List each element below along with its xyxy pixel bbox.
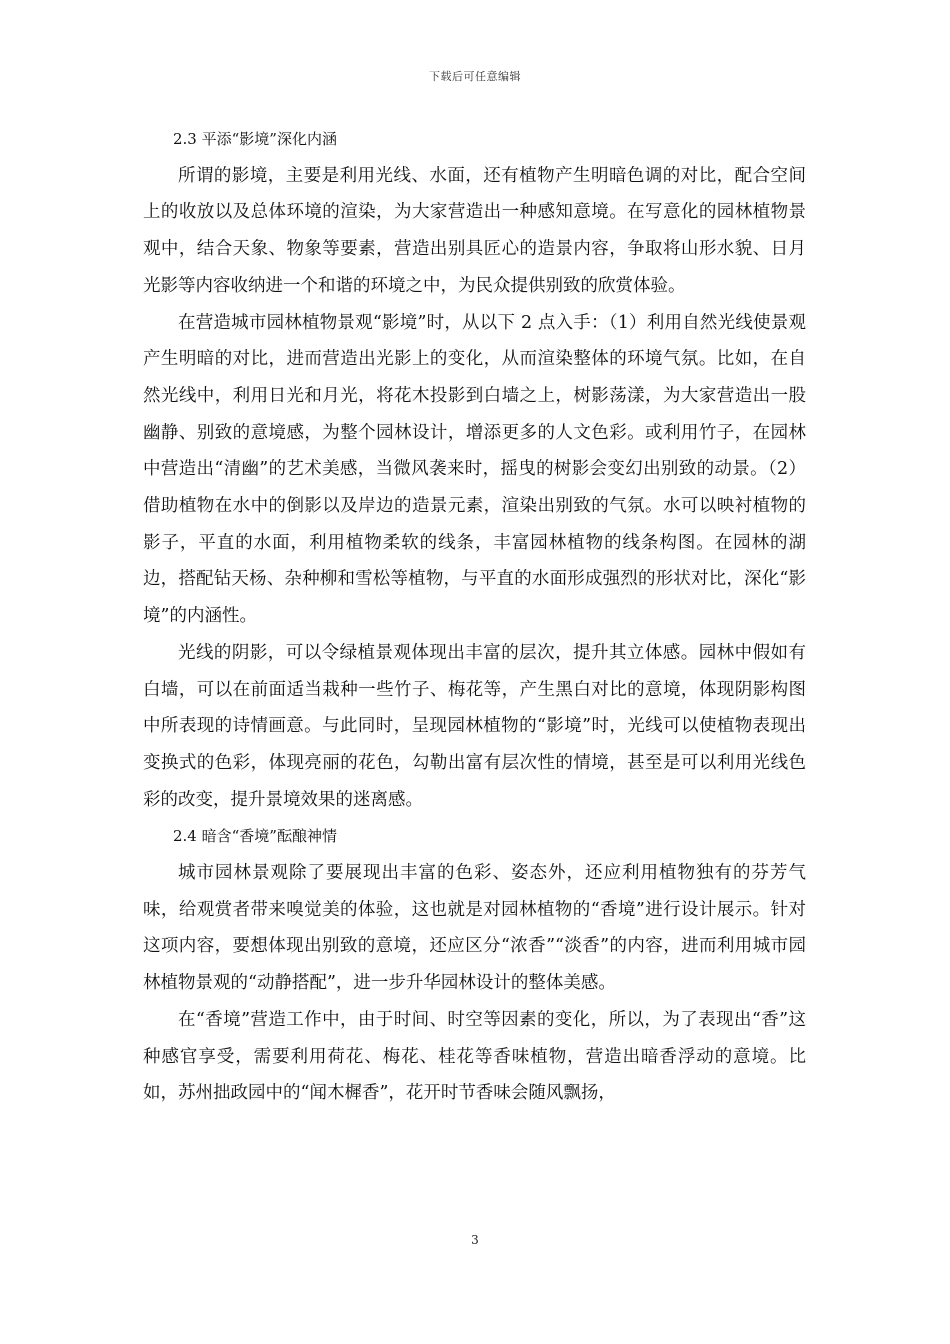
page-number: 3	[471, 1233, 479, 1247]
paragraph: 所谓的影境，主要是利用光线、水面，还有植物产生明暗色调的对比，配合空间上的收放以及总体环境的渲染，为大家营造出一种感知意境。在写意化的园林植物景观中，结合天象、物象等要素，营造出别具匠心的造景内容，争取将山形水貌、日月光影等内容收纳进一个和谐的环境之中，为民众提供别致的欣赏体验。	[143, 165, 806, 296]
section-heading-2-3: 2.3 平添“影境”深化内涵	[173, 130, 337, 148]
document-body	[143, 121, 806, 1112]
paragraph: 城市园林景观除了要展现出丰富的色彩、姿态外，还应利用植物独有的芬芳气味，给观赏者带来嗅觉美的体验，这也就是对园林植物的“香境”进行设计展示。针对这项内容，要想体现出别致的意境，还应区分“浓香”“淡香”的内容，进而利用城市园林植物景观的“动静搭配”，进一步升华园林设计的整体美感。	[143, 863, 806, 994]
paragraph: 光线的阴影，可以令绿植景观体现出丰富的层次，提升其立体感。园林中假如有白墙，可以在前面适当栽种一些竹子、梅花等，产生黑白对比的意境，体现阴影构图中所表现的诗情画意。与此同时，呈现园林植物的“影境”时，光线可以使植物表现出变换式的色彩，体现亮丽的花色，勾勒出富有层次性的情境，甚至是可以利用光线色彩的改变，提升景境效果的迷离感。	[143, 642, 806, 810]
page-header: 下载后可任意编辑	[429, 70, 521, 83]
paragraph: 在营造城市园林植物景观“影境”时，从以下 2 点入手：（1）利用自然光线使景观产生明暗的对比，进而营造出光影上的变化，从而渲染整体的环境气氛。比如，在自然光线中，利用日光和月光，将花木投影到白墙之上，树影荡漾，为大家营造出一股幽静、别致的意境感，为整个园林设计，增添更多的人文色彩。或利用竹子，在园林中营造出“清幽”的艺术美感，当微风袭来时，摇曳的树影会变幻出别致的动景。（2）借助植物在水中的倒影以及岸边的造景元素，渲染出别致的气氛。水可以映衬植物的影子，平直的水面，利用植物柔软的线条，丰富园林植物的线条构图。在园林的湖边，搭配钻天杨、杂种柳和雪松等植物，与平直的水面形成强烈的形状对比，深化“影境”的内涵性。	[143, 312, 806, 627]
paragraph: 在“香境”营造工作中，由于时间、时空等因素的变化，所以，为了表现出“香”这种感官享受，需要利用荷花、梅花、桂花等香味植物，营造出暗香浮动的意境。比如，苏州拙政园中的“闻木樨香”，花开时节香味会随风飘扬，	[143, 1009, 806, 1104]
section-heading-2-4: 2.4 暗含“香境”酝酿神情	[173, 827, 337, 846]
